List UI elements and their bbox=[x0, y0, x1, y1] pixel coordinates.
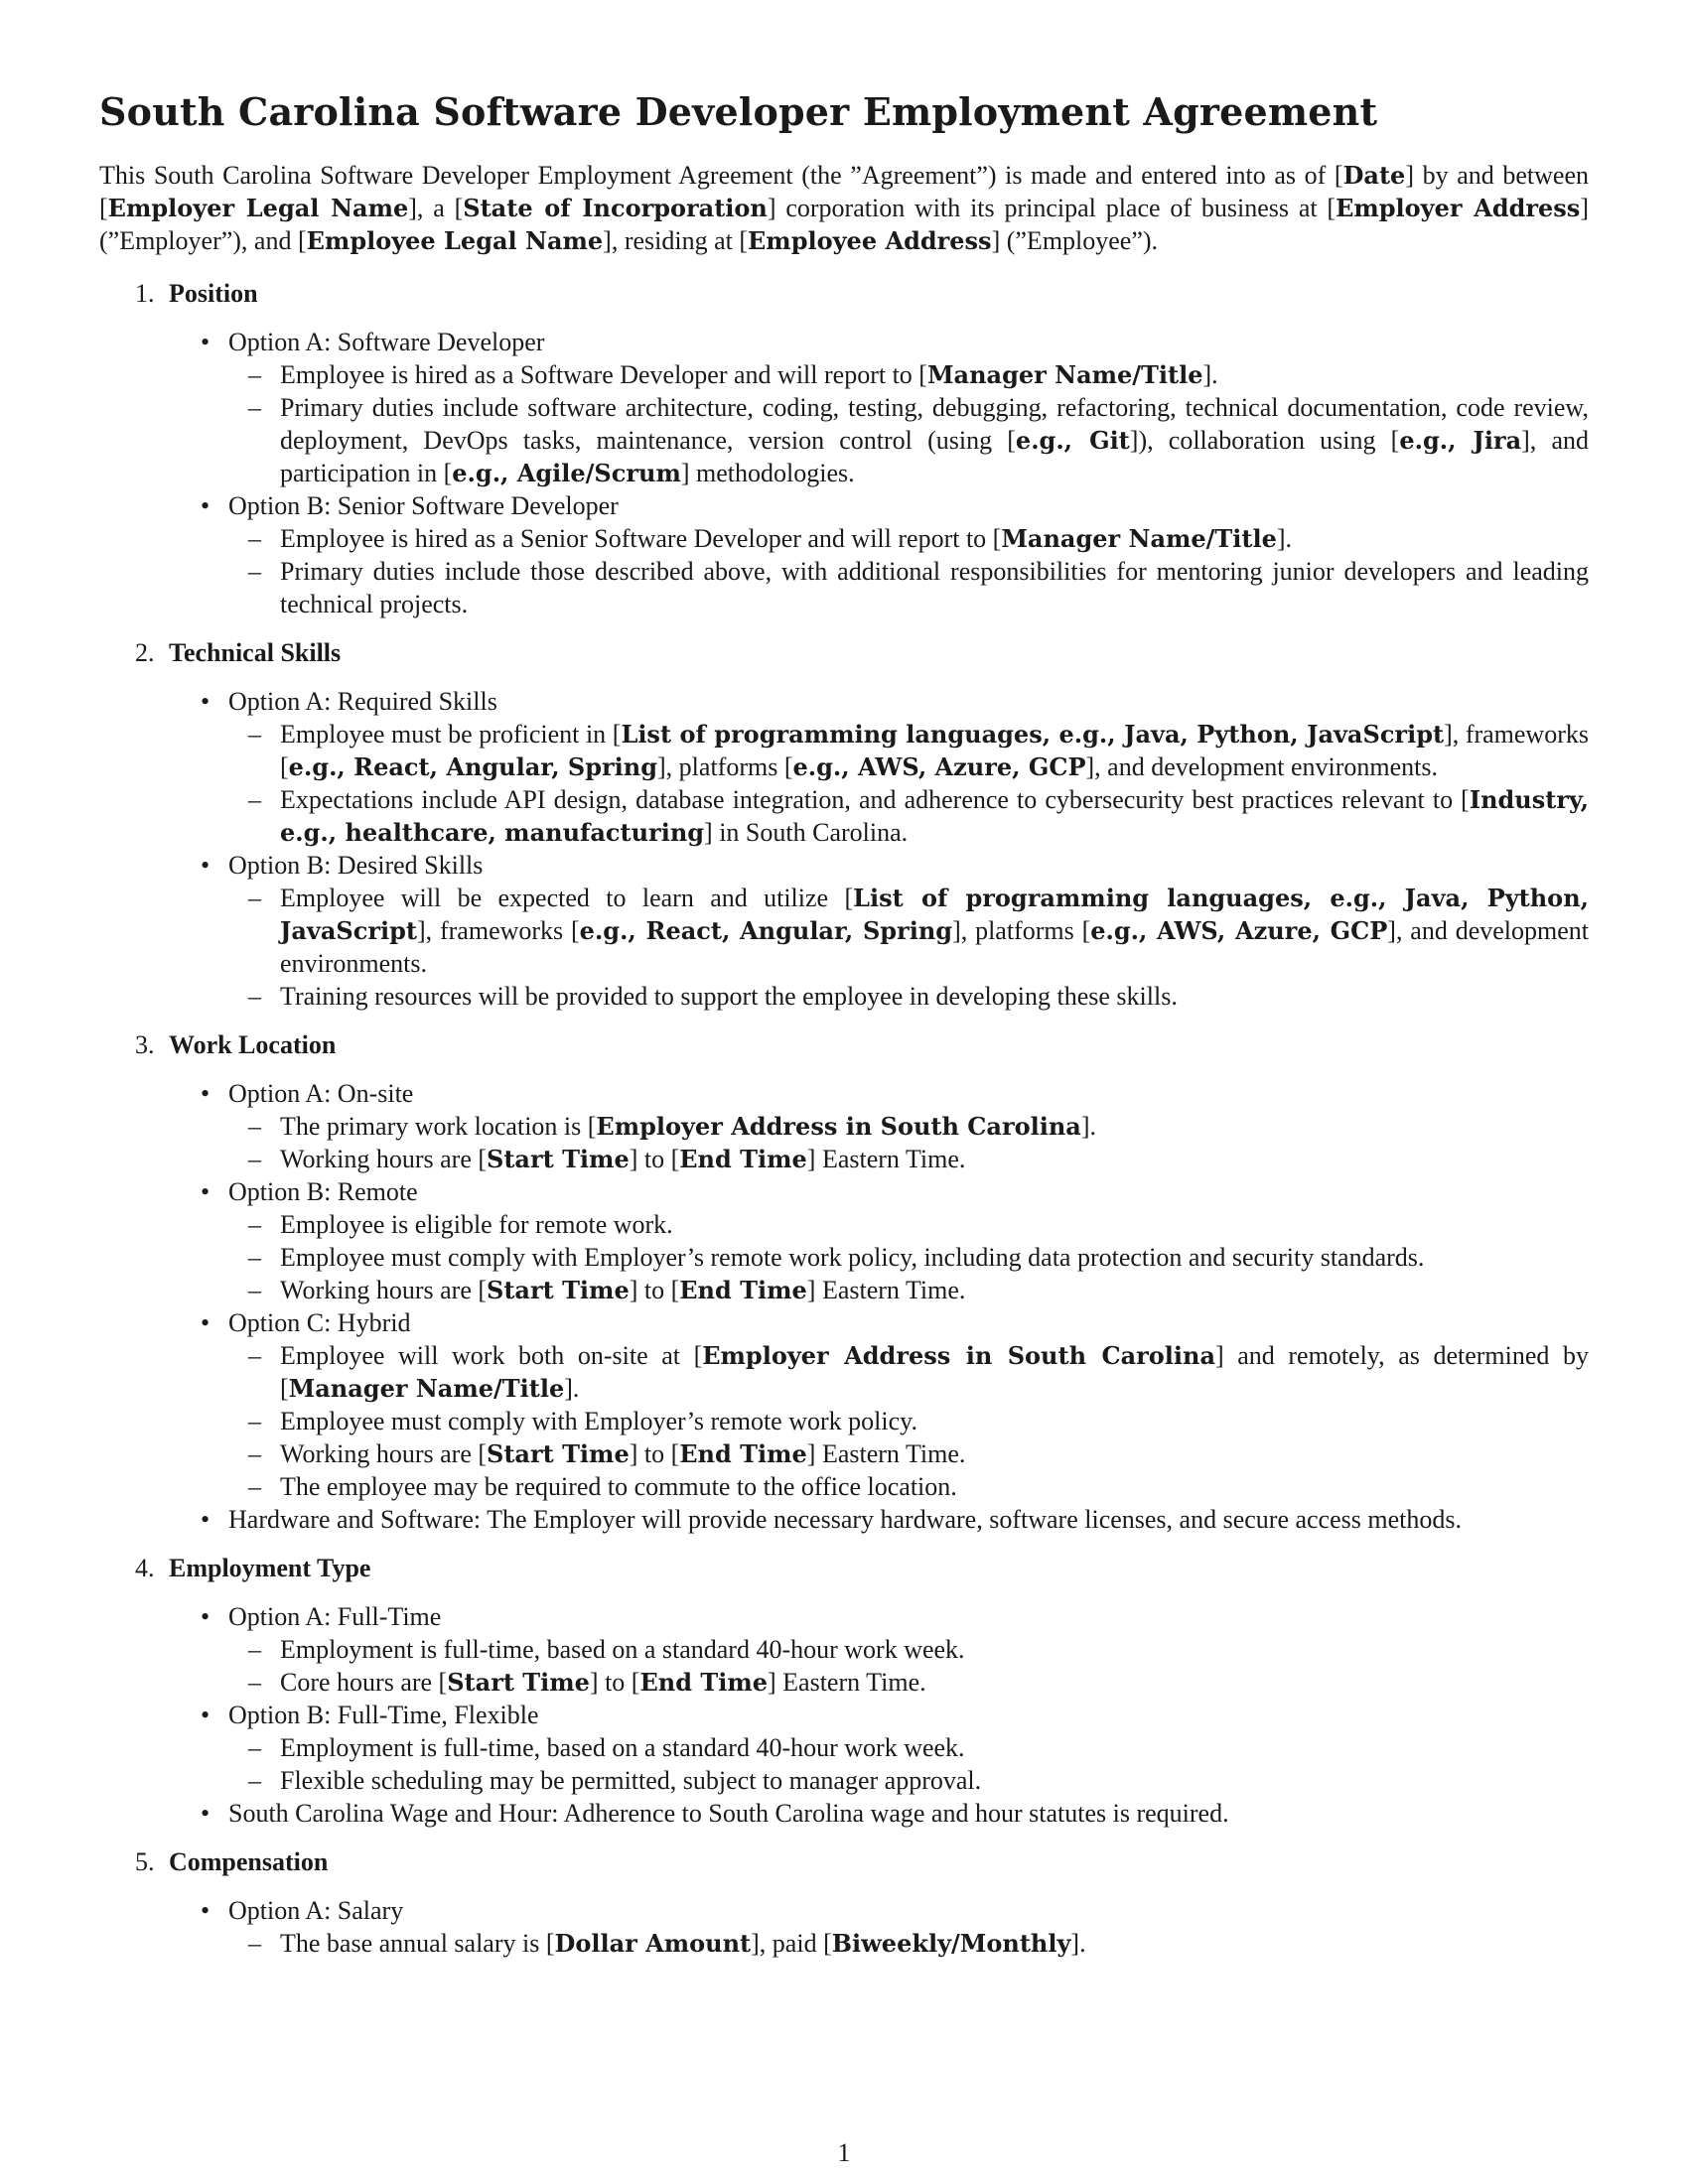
intro-paragraph bbox=[99, 159, 1589, 257]
text-run: ]. bbox=[564, 1374, 580, 1403]
text-run: The primary work location is [ bbox=[280, 1112, 597, 1141]
option-item bbox=[201, 1503, 1589, 1536]
option-label bbox=[228, 1894, 1589, 1927]
text-run: ] Eastern Time. bbox=[806, 1439, 966, 1468]
option-item bbox=[201, 685, 1589, 849]
sub-item bbox=[248, 555, 1589, 620]
section-heading bbox=[99, 1552, 1589, 1584]
option-item bbox=[201, 1306, 1589, 1503]
text-run: This South Carolina Software Developer Employment Agreement (the ”Agreement”) is made and entered into as of [ bbox=[99, 161, 1343, 190]
placeholder-field: Manager Name/Title bbox=[1001, 524, 1277, 553]
section-2 bbox=[99, 636, 1589, 1013]
text-run: ] to [ bbox=[629, 1439, 680, 1468]
text-run: Option A: On-site bbox=[228, 1079, 414, 1108]
section-heading bbox=[99, 636, 1589, 669]
section-number: 2. bbox=[135, 638, 155, 667]
text-run: Expectations include API design, database integration, and adherence to cybersecurity best practices relevant to [ bbox=[280, 785, 1470, 814]
option-item bbox=[201, 1600, 1589, 1699]
placeholder-field: List of programming languages, e.g., Java, Python, JavaScript bbox=[621, 720, 1445, 749]
sub-item-list bbox=[228, 358, 1589, 489]
placeholder-field: Date bbox=[1342, 161, 1406, 190]
text-run: Employee is hired as a Senior Software Developer and will report to [ bbox=[280, 524, 1002, 553]
section-3 bbox=[99, 1028, 1589, 1536]
option-list bbox=[99, 1600, 1589, 1830]
placeholder-field: End Time bbox=[639, 1668, 768, 1697]
placeholder-field: Employer Address in South Carolina bbox=[702, 1341, 1216, 1370]
text-run: ] to [ bbox=[629, 1145, 680, 1173]
sub-item bbox=[248, 1470, 1589, 1503]
text-run: ]. bbox=[1276, 524, 1293, 553]
placeholder-field: State of Incorporation bbox=[463, 194, 768, 222]
placeholder-field: Employee Address bbox=[748, 226, 992, 255]
text-run: ] in South Carolina. bbox=[704, 818, 909, 847]
option-label bbox=[228, 1600, 1589, 1633]
option-item bbox=[201, 1175, 1589, 1306]
dash-icon: – bbox=[248, 720, 261, 749]
section-number: 4. bbox=[135, 1554, 155, 1582]
text-run: ], a [ bbox=[408, 194, 464, 222]
placeholder-field: Biweekly/Monthly bbox=[831, 1929, 1071, 1958]
placeholder-field: Start Time bbox=[447, 1668, 590, 1697]
placeholder-field: e.g., Git bbox=[1015, 426, 1130, 455]
text-run: Training resources will be provided to support the employee in developing these skills. bbox=[280, 982, 1178, 1011]
sub-item-list bbox=[228, 1339, 1589, 1503]
bullet-icon: • bbox=[201, 687, 211, 716]
section-title: Work Location bbox=[169, 1030, 337, 1059]
text-run: ] (”Employer”), and [ bbox=[99, 194, 1589, 255]
option-list bbox=[99, 1894, 1589, 1960]
section-title: Employment Type bbox=[169, 1554, 371, 1582]
bullet-icon: • bbox=[201, 1505, 211, 1534]
text-run: The base annual salary is [ bbox=[280, 1929, 555, 1958]
text-run: Option A: Full-Time bbox=[228, 1602, 442, 1631]
text-run: The employee may be required to commute to the office location. bbox=[280, 1472, 957, 1501]
section-1 bbox=[99, 277, 1589, 620]
sub-item-list bbox=[228, 1927, 1589, 1960]
text-run: ], paid [ bbox=[751, 1929, 832, 1958]
text-run: ]), collaboration using [ bbox=[1129, 426, 1400, 455]
text-run: ] (”Employee”). bbox=[991, 226, 1159, 255]
option-item bbox=[201, 1894, 1589, 1960]
placeholder-field: e.g., Agile/Scrum bbox=[452, 459, 681, 487]
sub-item bbox=[248, 1633, 1589, 1666]
sub-item bbox=[248, 1437, 1589, 1470]
sub-item bbox=[248, 980, 1589, 1013]
text-run: ] to [ bbox=[589, 1668, 640, 1697]
text-run: Employee must comply with Employer’s remote work policy. bbox=[280, 1407, 917, 1435]
placeholder-field: e.g., Jira bbox=[1399, 426, 1522, 455]
text-run: Employment is full-time, based on a standard 40-hour work week. bbox=[280, 1635, 965, 1664]
text-run: Employee is hired as a Software Developer and will report to [ bbox=[280, 360, 927, 389]
text-run: Option B: Remote bbox=[228, 1177, 418, 1206]
dash-icon: – bbox=[248, 884, 261, 912]
sub-item bbox=[248, 718, 1589, 783]
sub-item bbox=[248, 358, 1589, 391]
page-number: 1 bbox=[837, 2138, 851, 2167]
dash-icon: – bbox=[248, 1145, 261, 1173]
dash-icon: – bbox=[248, 1766, 261, 1795]
sub-item bbox=[248, 1339, 1589, 1405]
text-run: ], platforms [ bbox=[657, 752, 793, 781]
option-label bbox=[228, 489, 1589, 522]
dash-icon: – bbox=[248, 1243, 261, 1272]
document-title: South Carolina Software Developer Employment Agreement bbox=[99, 89, 1378, 134]
dash-icon: – bbox=[248, 557, 261, 586]
option-list bbox=[99, 326, 1589, 620]
text-run: Option A: Software Developer bbox=[228, 328, 545, 356]
text-run: ] and remotely, as determined by [ bbox=[280, 1341, 1589, 1403]
placeholder-field: End Time bbox=[679, 1439, 807, 1468]
text-run: Option B: Desired Skills bbox=[228, 851, 484, 880]
text-run: Primary duties include those described above, with additional responsibilities for mentoring junior developers and leading technical projects. bbox=[280, 557, 1589, 618]
option-list bbox=[99, 1077, 1589, 1536]
placeholder-field: End Time bbox=[679, 1276, 807, 1304]
sub-item bbox=[248, 1405, 1589, 1437]
text-run: ], residing at [ bbox=[603, 226, 749, 255]
bullet-icon: • bbox=[201, 328, 211, 356]
sub-item-list bbox=[228, 1633, 1589, 1699]
option-label bbox=[228, 685, 1589, 718]
placeholder-field: Start Time bbox=[487, 1276, 630, 1304]
dash-icon: – bbox=[248, 360, 261, 389]
bullet-icon: • bbox=[201, 1701, 211, 1729]
sub-item bbox=[248, 1666, 1589, 1699]
text-run: ], and development environments. bbox=[1085, 752, 1439, 781]
bullet-icon: • bbox=[201, 491, 211, 520]
text-run: ] by and between [ bbox=[99, 161, 1589, 222]
text-run: Employee is eligible for remote work. bbox=[280, 1210, 673, 1239]
bullet-icon: • bbox=[201, 851, 211, 880]
section-number: 1. bbox=[135, 279, 155, 308]
text-run: ] to [ bbox=[629, 1276, 680, 1304]
dash-icon: – bbox=[248, 1341, 261, 1370]
dash-icon: – bbox=[248, 524, 261, 553]
bullet-icon: • bbox=[201, 1896, 211, 1925]
section-heading bbox=[99, 1845, 1589, 1878]
placeholder-field: Start Time bbox=[487, 1145, 630, 1173]
bullet-icon: • bbox=[201, 1308, 211, 1337]
placeholder-field: Employee Legal Name bbox=[306, 226, 604, 255]
option-label bbox=[228, 1699, 1589, 1731]
document-page bbox=[99, 87, 1589, 1976]
placeholder-field: e.g., React, Angular, Spring bbox=[579, 916, 953, 945]
placeholder-field: Manager Name/Title bbox=[288, 1374, 565, 1403]
dash-icon: – bbox=[248, 1276, 261, 1304]
placeholder-field: Industry, e.g., healthcare, manufacturing bbox=[280, 785, 1589, 847]
text-run: ] corporation with its principal place of business at [ bbox=[767, 194, 1336, 222]
sub-item bbox=[248, 1927, 1589, 1960]
placeholder-field: Employer Legal Name bbox=[107, 194, 409, 222]
dash-icon: – bbox=[248, 982, 261, 1011]
option-label bbox=[228, 1797, 1589, 1830]
sub-item bbox=[248, 783, 1589, 849]
sub-item bbox=[248, 391, 1590, 489]
sub-item-list bbox=[228, 522, 1589, 620]
placeholder-field: e.g., AWS, Azure, GCP bbox=[1090, 916, 1388, 945]
dash-icon: – bbox=[248, 785, 261, 814]
sub-item bbox=[248, 1241, 1589, 1274]
option-label bbox=[228, 1077, 1589, 1110]
section-list bbox=[99, 277, 1589, 1960]
text-run: ] methodologies. bbox=[680, 459, 855, 487]
option-item bbox=[201, 326, 1590, 489]
bullet-icon: • bbox=[201, 1177, 211, 1206]
text-run: Option A: Required Skills bbox=[228, 687, 497, 716]
text-run: Working hours are [ bbox=[280, 1276, 488, 1304]
option-label bbox=[228, 326, 1589, 358]
text-run: Option B: Full-Time, Flexible bbox=[228, 1701, 539, 1729]
text-run: ], and participation in [ bbox=[280, 426, 1590, 487]
option-item bbox=[201, 489, 1589, 620]
text-run: ], platforms [ bbox=[952, 916, 1091, 945]
text-run: Employee must comply with Employer’s remote work policy, including data protection and security standards. bbox=[280, 1243, 1425, 1272]
placeholder-field: Employer Address in South Carolina bbox=[596, 1112, 1081, 1141]
text-run: Employee will work both on-site at [ bbox=[280, 1341, 703, 1370]
placeholder-field: e.g., React, Angular, Spring bbox=[288, 752, 658, 781]
sub-item-list bbox=[228, 718, 1589, 849]
text-run: Employee will be expected to learn and utilize [ bbox=[280, 884, 854, 912]
text-run: ], frameworks [ bbox=[416, 916, 580, 945]
dash-icon: – bbox=[248, 1210, 261, 1239]
dash-icon: – bbox=[248, 1472, 261, 1501]
text-run: Employee must be proficient in [ bbox=[280, 720, 622, 749]
sub-item bbox=[248, 522, 1589, 555]
text-run: Employment is full-time, based on a standard 40-hour work week. bbox=[280, 1733, 965, 1762]
option-item bbox=[201, 849, 1589, 1013]
dash-icon: – bbox=[248, 393, 261, 422]
sub-item-list bbox=[228, 1731, 1589, 1797]
text-run: Flexible scheduling may be permitted, subject to manager approval. bbox=[280, 1766, 982, 1795]
sub-item-list bbox=[228, 882, 1589, 1013]
section-4 bbox=[99, 1552, 1589, 1830]
text-run: Working hours are [ bbox=[280, 1145, 488, 1173]
text-run: ] Eastern Time. bbox=[806, 1276, 966, 1304]
section-title: Position bbox=[169, 279, 258, 308]
section-heading bbox=[99, 1028, 1589, 1061]
option-item bbox=[201, 1797, 1589, 1830]
text-run: Primary duties include software architecture, coding, testing, debugging, refactoring, technical documentation, code review, deployment, DevOps tasks, maintenance, version control (using [ bbox=[280, 393, 1589, 455]
text-run: Option A: Salary bbox=[228, 1896, 404, 1925]
bullet-icon: • bbox=[201, 1799, 211, 1828]
sub-item bbox=[248, 1274, 1589, 1306]
placeholder-field: Dollar Amount bbox=[554, 1929, 752, 1958]
option-label bbox=[228, 1306, 1589, 1339]
text-run: Option B: Senior Software Developer bbox=[228, 491, 619, 520]
option-label bbox=[228, 1175, 1589, 1208]
text-run: ] Eastern Time. bbox=[806, 1145, 966, 1173]
dash-icon: – bbox=[248, 1407, 261, 1435]
sub-item-list bbox=[228, 1110, 1589, 1175]
text-run: ], and development environments. bbox=[280, 916, 1589, 978]
sub-item bbox=[248, 882, 1589, 980]
text-run: South Carolina Wage and Hour: Adherence to South Carolina wage and hour statutes is required. bbox=[228, 1799, 1229, 1828]
text-run: Option C: Hybrid bbox=[228, 1308, 411, 1337]
dash-icon: – bbox=[248, 1733, 261, 1762]
text-run: Hardware and Software: The Employer will provide necessary hardware, software licenses, and secure access methods. bbox=[228, 1505, 1462, 1534]
dash-icon: – bbox=[248, 1929, 261, 1958]
option-label bbox=[228, 849, 1589, 882]
text-run: ]. bbox=[1202, 360, 1218, 389]
section-number: 3. bbox=[135, 1030, 155, 1059]
option-item bbox=[201, 1077, 1589, 1175]
placeholder-field: List of programming languages, e.g., Java, Python, JavaScript bbox=[280, 884, 1589, 945]
dash-icon: – bbox=[248, 1112, 261, 1141]
text-run: ], frameworks [ bbox=[280, 720, 1589, 781]
dash-icon: – bbox=[248, 1635, 261, 1664]
section-title: Technical Skills bbox=[169, 638, 342, 667]
bullet-icon: • bbox=[201, 1079, 211, 1108]
section-5 bbox=[99, 1845, 1589, 1960]
placeholder-field: e.g., AWS, Azure, GCP bbox=[792, 752, 1086, 781]
dash-icon: – bbox=[248, 1668, 261, 1697]
bullet-icon: • bbox=[201, 1602, 211, 1631]
sub-item bbox=[248, 1143, 1589, 1175]
option-item bbox=[201, 1699, 1589, 1797]
placeholder-field: Employer Address bbox=[1336, 194, 1581, 222]
text-run: ]. bbox=[1080, 1112, 1097, 1141]
section-title: Compensation bbox=[169, 1847, 329, 1876]
text-run: Working hours are [ bbox=[280, 1439, 488, 1468]
option-label bbox=[228, 1503, 1589, 1536]
sub-item bbox=[248, 1110, 1589, 1143]
section-heading bbox=[99, 277, 1589, 310]
text-run: ] Eastern Time. bbox=[768, 1668, 926, 1697]
dash-icon: – bbox=[248, 1439, 261, 1468]
section-number: 5. bbox=[135, 1847, 155, 1876]
sub-item-list bbox=[228, 1208, 1589, 1306]
text-run: ]. bbox=[1070, 1929, 1086, 1958]
sub-item bbox=[248, 1764, 1589, 1797]
option-list bbox=[99, 685, 1589, 1013]
placeholder-field: Start Time bbox=[487, 1439, 630, 1468]
placeholder-field: End Time bbox=[679, 1145, 807, 1173]
placeholder-field: Manager Name/Title bbox=[926, 360, 1203, 389]
sub-item bbox=[248, 1208, 1589, 1241]
sub-item bbox=[248, 1731, 1589, 1764]
text-run: Core hours are [ bbox=[280, 1668, 448, 1697]
